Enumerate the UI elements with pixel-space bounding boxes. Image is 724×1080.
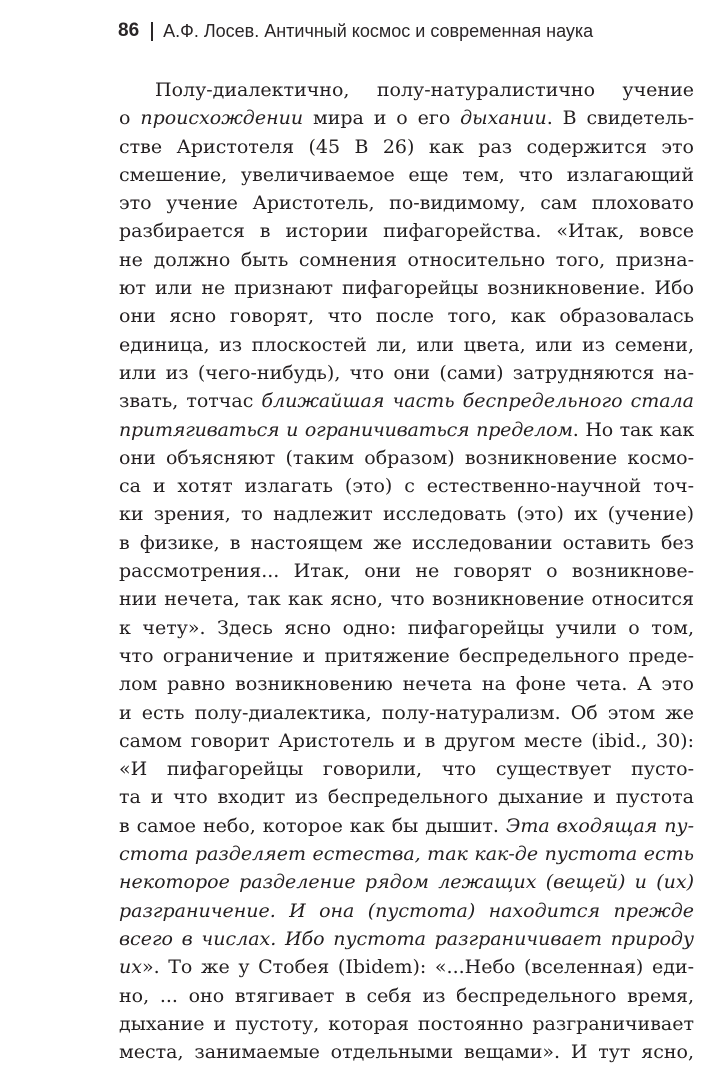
header-divider: [151, 22, 153, 41]
text-span: «И пифагорейцы говорили, что существует пусто-: [119, 758, 694, 781]
text-span: единица, из плоскостей ли, или цвета, или из семени,: [119, 333, 694, 356]
text-span: та и что входит из беспредельного дыхание и пустота: [119, 786, 694, 809]
text-line: [119, 982, 694, 1010]
text-span: звать, тотчас: [119, 390, 262, 413]
text-span: к чету». Здесь ясно одно: пифагорейцы учили о том,: [119, 616, 694, 639]
text-span: . В свидетель-: [546, 107, 694, 130]
text-span: они ясно говорят, что после того, как образовалась: [119, 305, 694, 328]
text-span: но, ... оно втягивает в себя из беспредельного время,: [119, 984, 694, 1007]
text-span: и есть полу-диалектика, полу-натурализм. Об этом же: [119, 701, 694, 724]
text-span: мира и о его: [303, 107, 461, 130]
text-span: са и хотят излагать (это) с естественно-научной точ-: [119, 475, 694, 498]
text-line: [119, 557, 694, 585]
text-line: [119, 246, 694, 274]
text-span: стве Аристотеля (45 В 26) как раз содержится это: [119, 135, 694, 158]
italic-span: стота разделяет естества, так как-де пустота есть: [119, 843, 694, 866]
text-span: Полу-диалектично, полу-натуралистично учение: [155, 79, 694, 101]
running-title: А.Ф. Лосев. Античный космос и современная наука: [163, 20, 594, 41]
running-header: [118, 18, 593, 44]
text-line: [119, 387, 694, 415]
text-line: [119, 76, 694, 104]
text-span: ». То же у Стобея (Ibidem): «...Небо (вселенная) еди-: [141, 956, 694, 979]
text-line: [119, 444, 694, 472]
text-line: [119, 331, 694, 359]
text-line: [119, 642, 694, 670]
text-span: ки зрения, то надлежит исследовать (это) их (учение): [119, 503, 694, 526]
text-span: смешение, увеличиваемое еще тем, что излагающий: [119, 163, 694, 186]
italic-span: притягиваться и ограничиваться пределом: [119, 418, 573, 441]
text-span: о: [119, 107, 141, 130]
text-line: [119, 812, 694, 840]
italic-span: их: [119, 956, 142, 979]
text-span: места, занимаемые отдельными вещами». И тут ясно,: [119, 1041, 694, 1064]
text-span: не должно быть сомнения относительно того, призна-: [119, 248, 694, 271]
italic-span: разграничение. И она (пустота) находится прежде: [119, 899, 694, 922]
text-line: [119, 189, 694, 217]
text-line: [119, 359, 694, 387]
text-span: разбирается в истории пифагорейства. «Итак, вовсе: [119, 220, 694, 243]
text-line: [119, 840, 694, 868]
italic-span: происхождении: [140, 107, 304, 130]
italic-span: дыхании: [460, 107, 547, 130]
text-line: [119, 1010, 694, 1038]
text-span: . Но так как: [572, 418, 694, 441]
text-span: нии нечета, так как ясно, что возникновение относится: [119, 588, 694, 611]
page-number: 86: [118, 20, 140, 41]
text-line: [119, 897, 694, 925]
text-line: [119, 472, 694, 500]
text-line: [119, 1038, 694, 1066]
text-line: [119, 133, 694, 161]
text-span: ют или не признают пифагорейцы возникновение. Ибо: [119, 277, 694, 300]
text-span: в физике, в настоящем же исследовании оставить без: [119, 531, 694, 554]
italic-span: Эта входящая пу-: [505, 814, 694, 837]
text-line: [119, 868, 694, 896]
text-line: [119, 500, 694, 528]
text-line: [119, 529, 694, 557]
italic-span: всего в числах. Ибо пустота разграничивает природу: [119, 927, 694, 950]
text-span: самом говорит Аристотель и в другом месте (ibid., 30):: [119, 729, 694, 752]
text-span: это учение Аристотель, по-видимому, сам плоховато: [119, 192, 694, 215]
italic-span: некоторое разделение рядом лежащих (вещей) и (их): [119, 871, 694, 894]
text-line: [119, 670, 694, 698]
text-line: [119, 274, 694, 302]
text-span: в самое небо, которое как бы дышит.: [119, 814, 506, 837]
text-line: [119, 614, 694, 642]
text-line: [119, 925, 694, 953]
text-line: [119, 727, 694, 755]
text-line: [119, 783, 694, 811]
text-line: [119, 585, 694, 613]
italic-span: ближайшая часть беспредельного стала: [261, 390, 694, 413]
text-span: они объясняют (таким образом) возникновение космо-: [119, 446, 694, 469]
text-line: [119, 302, 694, 330]
text-line: [119, 104, 694, 132]
text-span: или из (чего-нибудь), что они (сами) затрудняются на-: [119, 361, 694, 384]
text-line: [119, 699, 694, 727]
text-span: рассмотрения... Итак, они не говорят о возникнове-: [119, 560, 694, 583]
body-text: [119, 76, 694, 1066]
text-line: [119, 217, 694, 245]
text-span: дыхание и пустоту, которая постоянно разграничивает: [119, 1012, 694, 1035]
text-line: [119, 755, 694, 783]
text-line: [119, 161, 694, 189]
text-line: [119, 953, 694, 981]
text-span: лом равно возникновению нечета на фоне чета. А это: [119, 673, 694, 696]
text-span: что ограничение и притяжение беспредельного преде-: [119, 644, 694, 667]
text-line: [119, 416, 694, 444]
